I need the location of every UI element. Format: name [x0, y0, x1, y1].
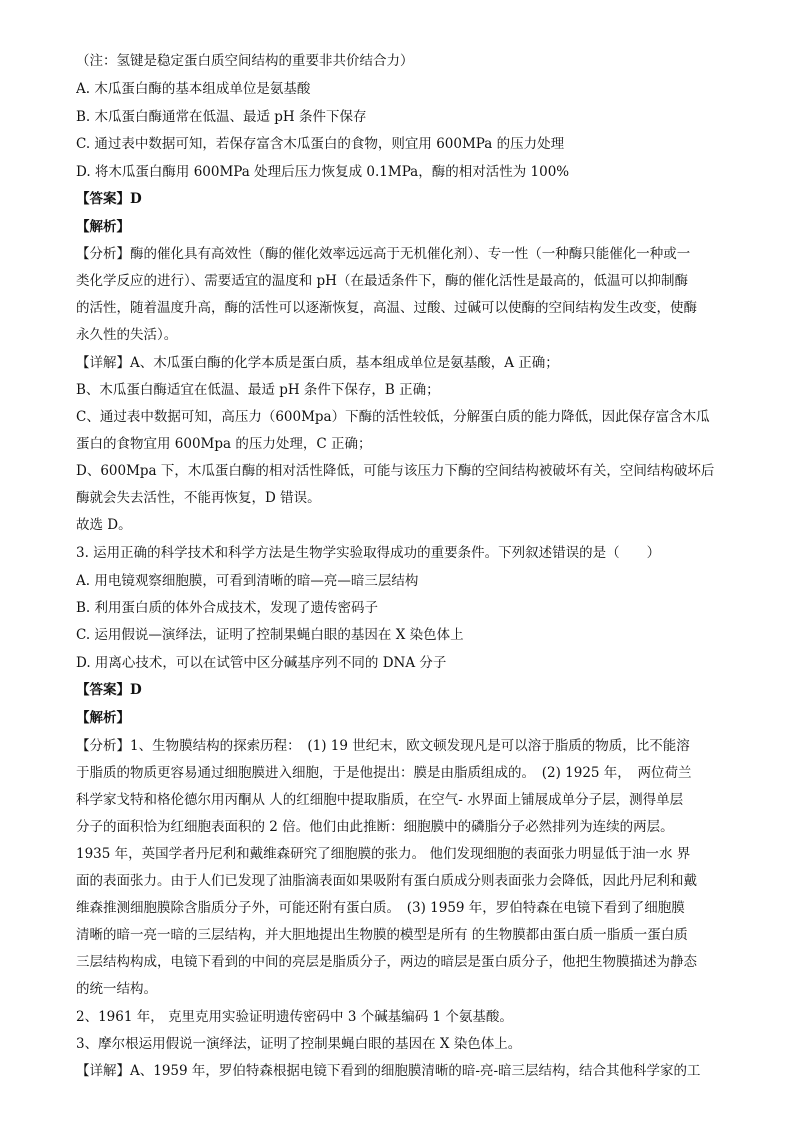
option-a: A. 用电镜观察细胞膜，可看到清晰的暗—亮—暗三层结构	[76, 573, 419, 589]
question-3: 3. 运用正确的科学技术和科学方法是生物学实验取得成功的重要条件。下列叙述错误的是（ ）	[76, 545, 661, 561]
analysis-line: 清晰的暗一亮一暗的三层结构，并大胆地提出生物膜的模型是所有 的生物膜都由蛋白质一脂质一蛋白质	[76, 927, 688, 943]
analysis-line: 维森推测细胞膜除含脂质分子外，可能还附有蛋白质。 (3) 1959 年，罗伯特森在电镜下看到了细胞膜	[76, 900, 685, 916]
analysis-line: 永久性的失活）。	[76, 327, 178, 343]
analysis-line: 面的表面张力。由于人们已发现了油脂滴表面如果吸附有蛋白质成分则表面张力会降低，因此丹尼利和戴	[76, 873, 697, 889]
analysis-line: 【分析】1、生物膜结构的探索历程： (1) 19 世纪末，欧文顿发现凡是可以溶于脂质的物质，比不能溶	[76, 738, 690, 754]
analysis-line: 3、摩尔根运用假说一演绎法，证明了控制果蝇白眼的基因在 X 染色体上。	[76, 1036, 522, 1052]
note-line: （注：氢键是稳定蛋白质空间结构的重要非共价结合力）	[76, 53, 414, 69]
analysis-label: 【解析】	[76, 219, 130, 235]
analysis-line: 于脂质的物质更容易通过细胞膜进入细胞，于是他提出：膜是由脂质组成的。 (2) 1925 年， 两位荷兰	[76, 765, 692, 781]
detail-line: 酶就会失去活性，不能再恢复，D 错误。	[76, 490, 321, 506]
detail-line: 蛋白的食物宜用 600Mpa 的压力处理，C 正确；	[76, 436, 372, 452]
analysis-line: 【分析】酶的催化具有高效性（酶的催化效率远远高于无机催化剂）、专一性（一种酶只能催化一种或一	[76, 246, 691, 262]
option-c: C. 运用假说—演绎法，证明了控制果蝇白眼的基因在 X 染色体上	[76, 627, 464, 643]
analysis-line: 的统一结构。	[76, 981, 157, 997]
analysis-line: 2、1961 年， 克里克用实验证明遗传密码中 3 个碱基编码 1 个氨基酸。	[76, 1009, 513, 1025]
answer-label: 【答案】D	[76, 682, 142, 698]
option-b: B. 利用蛋白质的体外合成技术，发现了遗传密码子	[76, 600, 379, 616]
analysis-line: 三层结构构成，电镜下看到的中间的亮层是脂质分子，两边的暗层是蛋白质分子，他把生物膜描述为静态	[76, 954, 697, 970]
answer-label: 【答案】D	[76, 191, 142, 207]
detail-line: 【详解】A、木瓜蛋白酶的化学本质是蛋白质，基本组成单位是氨基酸，A 正确；	[76, 355, 559, 371]
analysis-label: 【解析】	[76, 710, 130, 726]
option-b: B. 木瓜蛋白酶通常在低温、最适 pH 条件下保存	[76, 109, 367, 125]
option-d: D. 用离心技术，可以在试管中区分碱基序列不同的 DNA 分子	[76, 655, 447, 671]
detail-line: D、600Mpa 下，木瓜蛋白酶的相对活性降低，可能与该压力下酶的空间结构被破坏有关，空间结构破坏后	[76, 463, 715, 479]
option-c: C. 通过表中数据可知，若保存富含木瓜蛋白的食物，则宜用 600MPa 的压力处理	[76, 136, 565, 152]
analysis-line: 科学家戈特和格伦德尔用丙酮从 人的红细胞中提取脂质，在空气- 水界面上铺展成单分子层，测得单层	[76, 792, 684, 808]
option-a: A. 木瓜蛋白酶的基本组成单位是氨基酸	[76, 81, 311, 97]
analysis-line: 分子的面积恰为红细胞表面积的 2 倍。他们由此推断：细胞膜中的磷脂分子必然排列为连续的两层。	[76, 819, 674, 835]
conclusion-line: 故选 D。	[76, 517, 132, 533]
detail-line: C、通过表中数据可知，高压力（600Mpa）下酶的活性较低，分解蛋白质的能力降低，因此保存富含木瓜	[76, 409, 710, 425]
option-d: D. 将木瓜蛋白酶用 600MPa 处理后压力恢复成 0.1MPa，酶的相对活性为 100%	[76, 164, 570, 180]
analysis-line: 的活性，随着温度升高，酶的活性可以逐渐恢复，高温、过酸、过碱可以使酶的空间结构发生改变，使酶	[76, 300, 697, 316]
detail-line: 【详解】A、1959 年，罗伯特森根据电镜下看到的细胞膜清晰的暗-亮-暗三层结构，结合其他科学家的工	[76, 1063, 701, 1079]
analysis-line: 类化学反应的进行）、需要适宜的温度和 pH（在最适条件下，酶的催化活性是最高的，低温可以抑制酶	[76, 273, 688, 289]
detail-line: B、木瓜蛋白酶适宜在低温、最适 pH 条件下保存，B 正确；	[76, 382, 440, 398]
analysis-line: 1935 年，英国学者丹尼利和戴维森研究了细胞膜的张力。 他们发现细胞的表面张力明显低于油一水 界	[76, 846, 691, 862]
